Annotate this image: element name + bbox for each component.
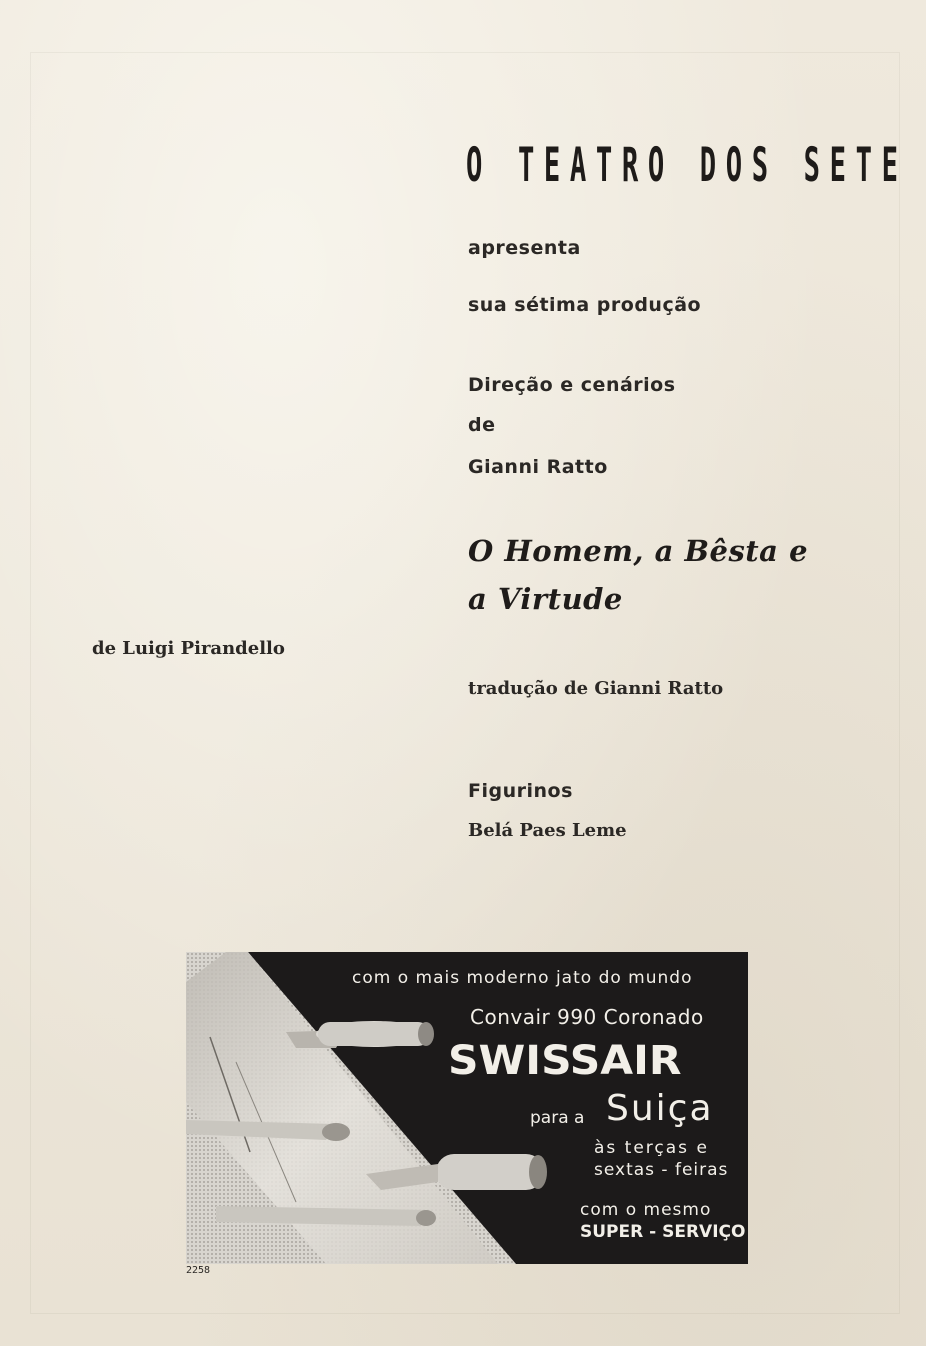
costumes-label: Figurinos xyxy=(468,780,573,802)
costume-designer: Belá Paes Leme xyxy=(468,820,627,841)
ad-code-number: 2258 xyxy=(186,1265,211,1276)
ad-para-a: para a xyxy=(530,1108,585,1128)
play-title-line1: O Homem, a Bêsta e xyxy=(468,534,809,568)
ad-tagline: com o mais moderno jato do mundo xyxy=(352,968,693,988)
swissair-advertisement xyxy=(186,952,748,1264)
director-name: Gianni Ratto xyxy=(468,456,608,478)
translation-credit: tradução de Gianni Ratto xyxy=(468,678,724,699)
ad-super-service: SUPER - SERVIÇO xyxy=(580,1222,746,1242)
play-title-line2: a Virtude xyxy=(468,582,623,616)
ad-same-line: com o mesmo xyxy=(580,1200,712,1220)
company-heading: O TEATRO DOS SETE xyxy=(466,138,908,194)
direction-label: Direção e cenários xyxy=(468,374,676,396)
production-text: sua sétima produção xyxy=(468,294,702,316)
direction-de: de xyxy=(468,414,496,436)
ad-days-line1: às terças e xyxy=(594,1138,709,1158)
swissair-logo-text: SWISSAIR xyxy=(448,1038,682,1084)
author-credit: de Luigi Pirandello xyxy=(92,638,285,659)
presents-text: apresenta xyxy=(468,237,581,259)
ad-days-line2: sextas - feiras xyxy=(594,1160,729,1180)
ad-aircraft-model: Convair 990 Coronado xyxy=(470,1005,704,1029)
ad-destination: Suiça xyxy=(606,1088,714,1129)
